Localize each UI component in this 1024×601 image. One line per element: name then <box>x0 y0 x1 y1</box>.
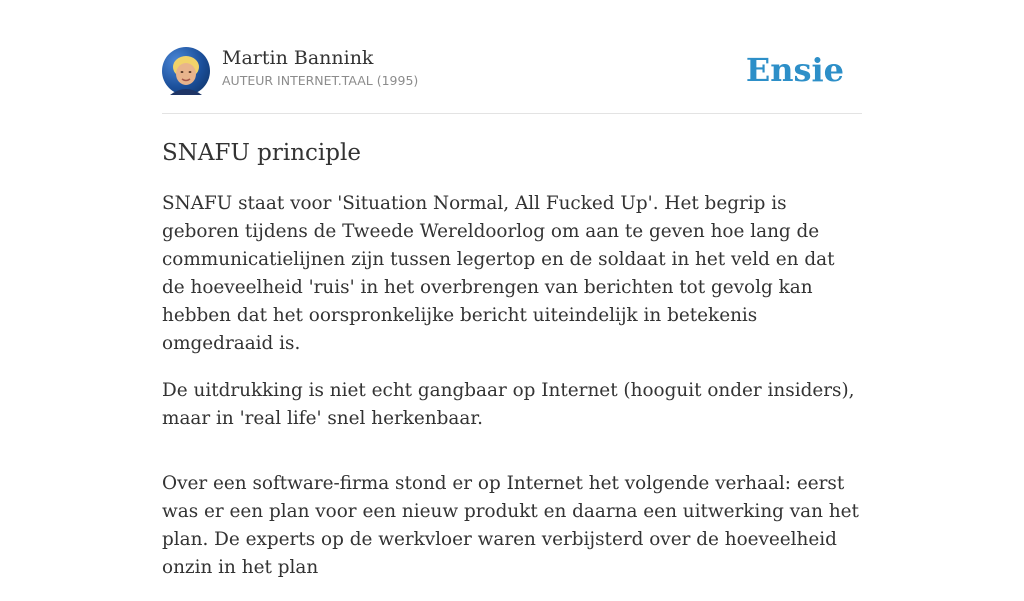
ensie-logo[interactable]: Ensie <box>745 51 844 89</box>
article-paragraph: Over een software-firma stond er op Internet het volgende verhaal: eerst was er een plan voor een nieuw produkt en daarna een uitwerking van het plan. De experts op de werkvloer waren verbijsterd over de hoeveelheid onzin in het plan <box>162 473 859 578</box>
article-body <box>162 190 862 601</box>
article-title: SNAFU principle <box>162 140 361 166</box>
avatar-portrait-icon <box>162 47 210 95</box>
author-subtitle: AUTEUR INTERNET.TAAL (1995) <box>222 73 419 88</box>
author-avatar[interactable] <box>162 47 210 95</box>
author-header <box>162 46 862 96</box>
header-divider <box>162 113 862 114</box>
article-paragraph: De uitdrukking is niet echt gangbaar op Internet (hooguit onder insiders), maar in 'real life' snel herkenbaar. <box>162 380 855 429</box>
article-paragraph: SNAFU staat voor 'Situation Normal, All Fucked Up'. Het begrip is geboren tijdens de Tweede Wereldoorlog om aan te geven hoe lang de communicatielijnen zijn tussen legertop en de soldaat in het veld en dat de hoeveelheid 'ruis' in het overbrengen van berichten tot gevolg kan hebben dat het oorspronkelijke bericht uiteindelijk in betekenis omgedraaid is. <box>162 193 835 354</box>
article-page <box>162 0 862 578</box>
author-info <box>222 46 418 93</box>
author-name[interactable]: Martin Bannink <box>222 47 374 69</box>
